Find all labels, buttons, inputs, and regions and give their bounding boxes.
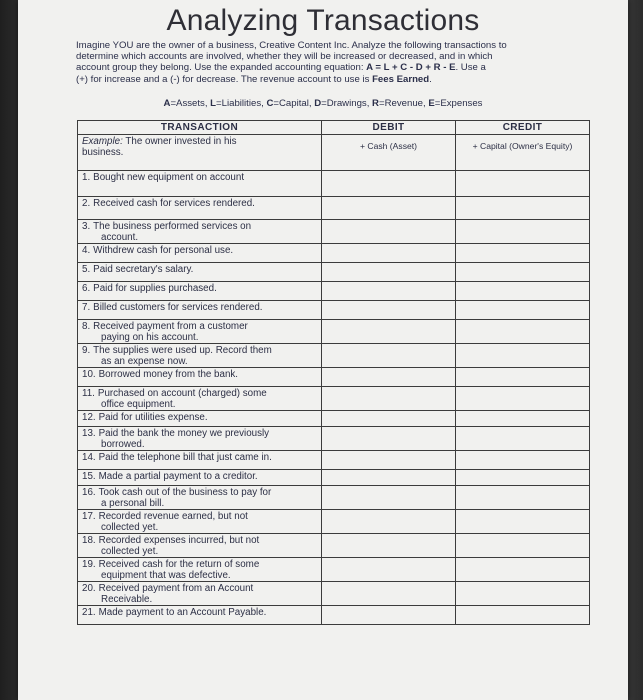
transaction-number: 8.: [82, 321, 91, 332]
revenue-account-name: Fees Earned: [372, 73, 430, 85]
debit-answer-cell[interactable]: [322, 301, 456, 320]
legend-key: E: [428, 98, 435, 109]
credit-answer-cell[interactable]: [456, 451, 590, 470]
transaction-cell: [78, 582, 322, 606]
transaction-line: [82, 199, 317, 210]
instructions-text: account group they belong. Use the expanded accounting equation:: [76, 62, 367, 74]
instructions-line-3: [76, 62, 596, 73]
transaction-number: 3.: [82, 221, 91, 232]
credit-answer-cell[interactable]: [456, 427, 590, 451]
transaction-number: 1.: [82, 172, 91, 183]
transaction-line: [82, 584, 317, 595]
transaction-cell: [78, 387, 322, 411]
transaction-cell: [78, 606, 322, 625]
transaction-text: Made payment to an Account Payable.: [98, 607, 267, 618]
debit-answer-cell[interactable]: [322, 171, 456, 197]
debit-answer-cell[interactable]: [322, 197, 456, 220]
credit-answer-cell[interactable]: [456, 411, 590, 427]
table-row: [78, 244, 590, 263]
legend-key: D: [314, 98, 322, 109]
transaction-text: Received payment from a customer: [93, 321, 248, 332]
transaction-number: 11.: [82, 388, 95, 399]
legend-text: =Expenses: [434, 98, 483, 109]
example-text: business.: [82, 147, 124, 158]
transaction-text: Recorded expenses incurred, but not: [98, 535, 260, 546]
transaction-line: [82, 429, 317, 440]
transaction-cell: [78, 244, 322, 263]
table-row: [78, 220, 590, 244]
debit-answer-cell[interactable]: [322, 344, 456, 368]
accounting-equation: A = L + C - D + R - E: [366, 62, 456, 74]
transaction-number: 19.: [82, 559, 96, 570]
legend-text: =Revenue,: [378, 98, 429, 109]
transaction-cell: [78, 510, 322, 534]
credit-answer-cell[interactable]: [456, 470, 590, 486]
transaction-cell: [78, 263, 322, 282]
transaction-text: The business performed services on: [93, 221, 252, 232]
transaction-text: Billed customers for services rendered.: [93, 302, 263, 313]
transaction-line: [82, 389, 317, 400]
credit-answer-cell[interactable]: [456, 244, 590, 263]
transaction-continuation: account.: [101, 231, 139, 243]
legend-text: =Assets,: [170, 98, 211, 109]
transaction-line: [82, 453, 317, 464]
transaction-line: [82, 322, 317, 333]
legend-key: A: [163, 98, 171, 109]
table-row: [78, 301, 590, 320]
example-row: [78, 135, 590, 171]
credit-answer-cell[interactable]: [456, 301, 590, 320]
example-text: The owner invested in his: [122, 136, 237, 147]
credit-column-header: CREDIT: [456, 121, 590, 135]
transaction-text: Paid for supplies purchased.: [93, 283, 217, 294]
transaction-continuation: paying on his account.: [101, 331, 199, 343]
transaction-text: Paid the bank the money we previously: [98, 428, 270, 439]
table-row: [78, 320, 590, 344]
legend-text: =Drawings,: [321, 98, 373, 109]
transaction-cell: [78, 197, 322, 220]
credit-answer-cell[interactable]: [456, 606, 590, 625]
transaction-cell: [78, 344, 322, 368]
transaction-line: [82, 608, 317, 619]
transactions-table: [77, 120, 590, 625]
transaction-text: Paid for utilities expense.: [98, 412, 208, 423]
table-row: [78, 470, 590, 486]
legend-key: C: [266, 98, 274, 109]
instructions-line-2: determine which accounts are involved, whether they will be increased or decreased, and in which: [76, 51, 493, 63]
credit-answer-cell[interactable]: [456, 387, 590, 411]
credit-answer-cell[interactable]: [456, 534, 590, 558]
legend-key: L: [210, 98, 217, 109]
debit-answer-cell[interactable]: [322, 368, 456, 387]
debit-answer-cell[interactable]: [322, 387, 456, 411]
instructions-line-1: Imagine YOU are the owner of a business, Creative Content Inc. Analyze the following transactions to: [76, 40, 507, 51]
worksheet-page: [18, 0, 628, 700]
table-row: [78, 582, 590, 606]
debit-answer-cell[interactable]: [322, 470, 456, 486]
debit-answer-cell[interactable]: [322, 606, 456, 625]
credit-answer-cell[interactable]: [456, 510, 590, 534]
table-row: [78, 197, 590, 220]
transaction-column-header: TRANSACTION: [78, 121, 322, 135]
transaction-text: Bought new equipment on account: [93, 172, 245, 183]
table-row: [78, 387, 590, 411]
transaction-text: Recorded revenue earned, but not: [98, 511, 248, 522]
debit-answer-cell[interactable]: [322, 263, 456, 282]
transaction-number: 6.: [82, 283, 91, 294]
transaction-continuation: equipment that was defective.: [101, 569, 231, 581]
debit-answer-cell[interactable]: [322, 411, 456, 427]
transaction-text: Paid the telephone bill that just came in.: [98, 452, 272, 463]
transaction-cell: [78, 282, 322, 301]
debit-answer-cell[interactable]: [322, 486, 456, 510]
transaction-continuation: collected yet.: [101, 521, 159, 533]
transaction-text: Received payment from an Account: [98, 583, 254, 594]
legend-text: =Liabilities,: [216, 98, 267, 109]
debit-answer-cell[interactable]: [322, 451, 456, 470]
transaction-line: [82, 303, 317, 314]
debit-answer-cell[interactable]: [322, 244, 456, 263]
credit-answer-cell[interactable]: [456, 282, 590, 301]
credit-answer-cell[interactable]: [456, 344, 590, 368]
table-header-row: [78, 121, 590, 135]
legend-text: =Capital,: [273, 98, 315, 109]
table-row: [78, 534, 590, 558]
credit-answer-cell[interactable]: [456, 558, 590, 582]
transaction-cell: [78, 558, 322, 582]
transaction-text: The supplies were used up. Record them: [93, 345, 272, 356]
transaction-text: Borrowed money from the bank.: [98, 369, 239, 380]
transaction-number: 2.: [82, 198, 91, 209]
transaction-line: [82, 173, 317, 184]
example-transaction: [78, 135, 322, 171]
transaction-cell: [78, 171, 322, 197]
transaction-line: [82, 488, 317, 499]
transaction-cell: [78, 320, 322, 344]
table-row: [78, 427, 590, 451]
transaction-number: 5.: [82, 264, 91, 275]
instructions-line-4: [76, 74, 596, 85]
debit-answer-cell[interactable]: [322, 582, 456, 606]
table-row: [78, 344, 590, 368]
credit-answer-cell[interactable]: [456, 220, 590, 244]
credit-answer-cell[interactable]: [456, 582, 590, 606]
table-row: [78, 558, 590, 582]
transaction-number: 17.: [82, 511, 96, 522]
transaction-cell: [78, 368, 322, 387]
table-row: [78, 263, 590, 282]
transaction-continuation: a personal bill.: [101, 497, 165, 509]
page-title: Analyzing Transactions: [166, 4, 480, 37]
transaction-cell: [78, 486, 322, 510]
transaction-line: [82, 370, 317, 381]
example-debit: + Cash (Asset): [322, 135, 456, 171]
transaction-number: 12.: [82, 412, 96, 423]
table-row: [78, 606, 590, 625]
transaction-text: Withdrew cash for personal use.: [93, 245, 234, 256]
transaction-line: [82, 512, 317, 523]
transaction-cell: [78, 301, 322, 320]
account-group-legend: [18, 98, 628, 109]
instructions-text: (+) for increase and a (-) for decrease. The revenue account to use is: [76, 73, 373, 85]
transaction-number: 13.: [82, 428, 96, 439]
transaction-line: [82, 222, 317, 233]
transaction-continuation: collected yet.: [101, 545, 159, 557]
transaction-number: 10.: [82, 369, 96, 380]
debit-answer-cell[interactable]: [322, 558, 456, 582]
transaction-number: 15.: [82, 471, 96, 482]
transaction-continuation: Receivable.: [101, 593, 153, 605]
legend-key: R: [372, 98, 379, 109]
instructions-paragraph: [76, 40, 596, 85]
transaction-line: [82, 560, 317, 571]
credit-answer-cell[interactable]: [456, 486, 590, 510]
transaction-number: 4.: [82, 245, 91, 256]
transaction-line: [82, 472, 317, 483]
debit-answer-cell[interactable]: [322, 534, 456, 558]
transaction-number: 16.: [82, 487, 96, 498]
transaction-cell: [78, 411, 322, 427]
transaction-cell: [78, 534, 322, 558]
transaction-line: [82, 536, 317, 547]
table-row: [78, 282, 590, 301]
instructions-text: .: [429, 73, 432, 85]
transaction-text: Purchased on account (charged) some: [97, 388, 267, 399]
transaction-line: [82, 413, 317, 424]
table-row: [78, 451, 590, 470]
transaction-number: 18.: [82, 535, 96, 546]
table-row: [78, 486, 590, 510]
transaction-cell: [78, 220, 322, 244]
debit-answer-cell[interactable]: [322, 220, 456, 244]
transaction-cell: [78, 470, 322, 486]
transaction-cell: [78, 427, 322, 451]
debit-answer-cell[interactable]: [322, 282, 456, 301]
transaction-text: Paid secretary's salary.: [93, 264, 194, 275]
table-row: [78, 171, 590, 197]
transaction-number: 9.: [82, 345, 91, 356]
table-row: [78, 411, 590, 427]
debit-column-header: DEBIT: [322, 121, 456, 135]
transaction-cell: [78, 451, 322, 470]
example-credit: + Capital (Owner's Equity): [456, 135, 590, 171]
transaction-number: 21.: [82, 607, 96, 618]
transaction-line: [82, 346, 317, 357]
credit-answer-cell[interactable]: [456, 197, 590, 220]
instructions-text: . Use a: [455, 62, 486, 74]
credit-answer-cell[interactable]: [456, 171, 590, 197]
transaction-continuation: office equipment.: [101, 398, 176, 410]
transaction-text: Took cash out of the business to pay for: [98, 487, 272, 498]
debit-answer-cell[interactable]: [322, 510, 456, 534]
transaction-number: 14.: [82, 452, 96, 463]
credit-answer-cell[interactable]: [456, 263, 590, 282]
transaction-continuation: as an expense now.: [101, 355, 188, 367]
transaction-number: 7.: [82, 302, 91, 313]
transaction-number: 20.: [82, 583, 96, 594]
transaction-line: [82, 265, 317, 276]
table-row: [78, 368, 590, 387]
example-label: Example:: [82, 136, 123, 147]
transaction-line: [82, 246, 317, 257]
transaction-text: Received cash for services rendered.: [93, 198, 255, 209]
transaction-text: Made a partial payment to a creditor.: [98, 471, 258, 482]
debit-answer-cell[interactable]: [322, 427, 456, 451]
debit-answer-cell[interactable]: [322, 320, 456, 344]
credit-answer-cell[interactable]: [456, 320, 590, 344]
transaction-line: [82, 284, 317, 295]
table-row: [78, 510, 590, 534]
transaction-continuation: borrowed.: [101, 438, 145, 450]
credit-answer-cell[interactable]: [456, 368, 590, 387]
transaction-text: Received cash for the return of some: [98, 559, 260, 570]
